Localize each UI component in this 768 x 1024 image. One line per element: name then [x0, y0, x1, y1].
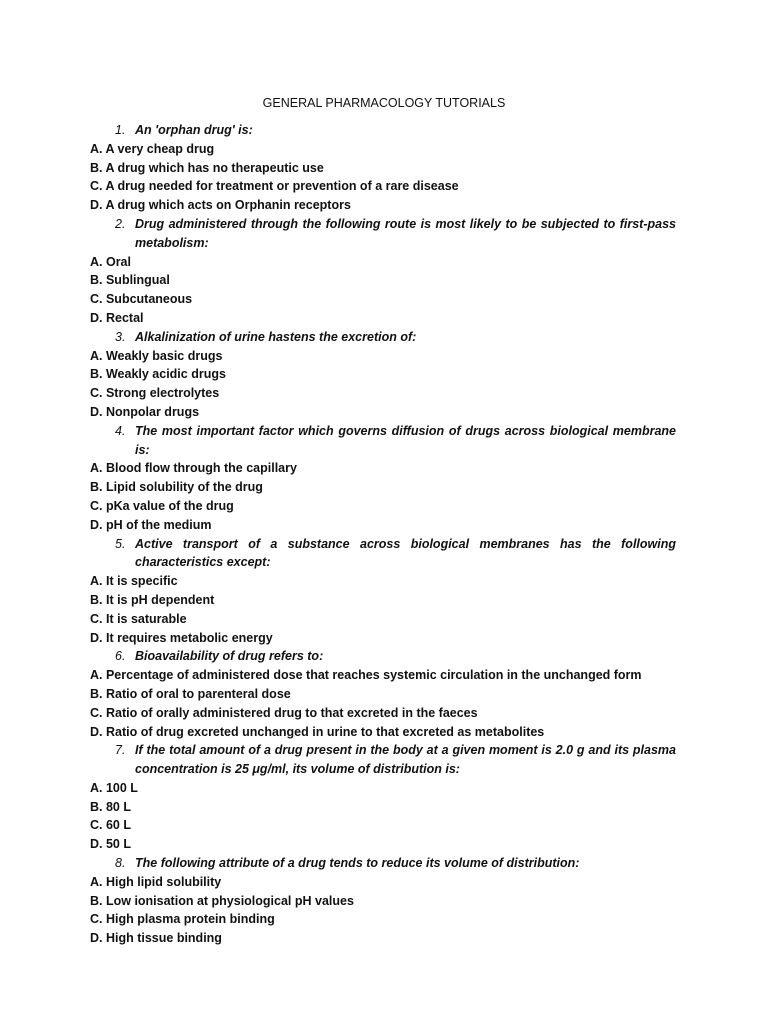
answer-option: A. Percentage of administered dose that reaches systemic circulation in the unchanged form [90, 668, 642, 683]
answer-option: D. Nonpolar drugs [90, 404, 200, 419]
question-number: 5. [115, 536, 126, 551]
question-number: 4. [115, 423, 126, 438]
question-text: If the total amount of a drug present in the body at a given moment is 2.0 g and its plasma concentration is 25 μg/ml, its volume of distribution is: [135, 743, 676, 777]
document-title: GENERAL PHARMACOLOGY TUTORIALS [262, 96, 506, 110]
question-stem [90, 215, 676, 253]
answer-option: A. Blood flow through the capillary [90, 461, 297, 476]
question-text: Bioavailability of drug refers to: [135, 649, 324, 664]
answer-option: C. High plasma protein binding [90, 912, 275, 927]
answer-option: A. High lipid solubility [90, 874, 222, 889]
answer-option: B. 80 L [90, 799, 131, 814]
question-block [90, 854, 676, 948]
answer-option: C. Ratio of orally administered drug to that excreted in the faeces [90, 705, 478, 720]
question-number: 6. [115, 649, 126, 664]
question-text: Alkalinization of urine hastens the excretion of: [135, 329, 417, 344]
answer-option: B. A drug which has no therapeutic use [90, 160, 324, 175]
question-stem [90, 535, 676, 573]
answer-option: D. It requires metabolic energy [90, 630, 273, 645]
answer-option: A. It is specific [90, 574, 178, 589]
question-block [90, 328, 676, 422]
question-block [90, 422, 676, 535]
answer-option: C. Subcutaneous [90, 292, 193, 307]
question-text: Active transport of a substance across biological membranes has the following characteristics except: [135, 536, 676, 570]
answer-option: C. 60 L [90, 818, 131, 833]
answer-option: A. A very cheap drug [90, 141, 215, 156]
answer-option: B. It is pH dependent [90, 592, 215, 607]
question-text: Drug administered through the following route is most likely to be subjected to first-pass metabolism: [135, 216, 676, 250]
question-text: An 'orphan drug' is: [135, 123, 253, 137]
question-block [90, 741, 676, 854]
question-block [90, 215, 676, 328]
answer-option: B. Sublingual [90, 273, 170, 288]
question-block [90, 535, 676, 648]
answer-option: C. A drug needed for treatment or prevention of a rare disease [90, 179, 459, 194]
question-number: 2. [115, 216, 126, 231]
answer-option: D. A drug which acts on Orphanin receptors [90, 198, 351, 213]
question-stem [90, 741, 676, 779]
answer-option: D. Rectal [90, 310, 144, 325]
question-number: 7. [115, 743, 126, 758]
question-number: 8. [115, 856, 126, 871]
answer-option: C. pKa value of the drug [90, 498, 234, 513]
question-stem [90, 328, 676, 347]
question-stem [90, 854, 676, 873]
answer-option: D. High tissue binding [90, 931, 222, 946]
answer-option: D. Ratio of drug excreted unchanged in urine to that excreted as metabolites [90, 724, 545, 739]
question-text: The most important factor which governs diffusion of drugs across biological membrane is: [135, 423, 676, 457]
answer-option: B. Lipid solubility of the drug [90, 480, 263, 495]
question-stem [90, 121, 676, 140]
answer-option: A. 100 L [90, 780, 138, 795]
answer-option: B. Weakly acidic drugs [90, 367, 226, 382]
question-block [90, 121, 676, 215]
answer-option: B. Ratio of oral to parenteral dose [90, 686, 291, 701]
question-list [90, 121, 676, 948]
question-block [90, 647, 676, 741]
answer-option: D. 50 L [90, 837, 131, 852]
question-stem [90, 647, 676, 666]
question-number: 1. [115, 123, 126, 137]
answer-option: A. Oral [90, 254, 131, 269]
answer-option: B. Low ionisation at physiological pH values [90, 893, 354, 908]
answer-option: C. It is saturable [90, 611, 187, 626]
answer-option: D. pH of the medium [90, 517, 212, 532]
answer-option: A. Weakly basic drugs [90, 348, 223, 363]
question-text: The following attribute of a drug tends to reduce its volume of distribution: [135, 856, 580, 871]
question-number: 3. [115, 329, 126, 344]
question-stem [90, 422, 676, 460]
answer-option: C. Strong electrolytes [90, 386, 220, 401]
